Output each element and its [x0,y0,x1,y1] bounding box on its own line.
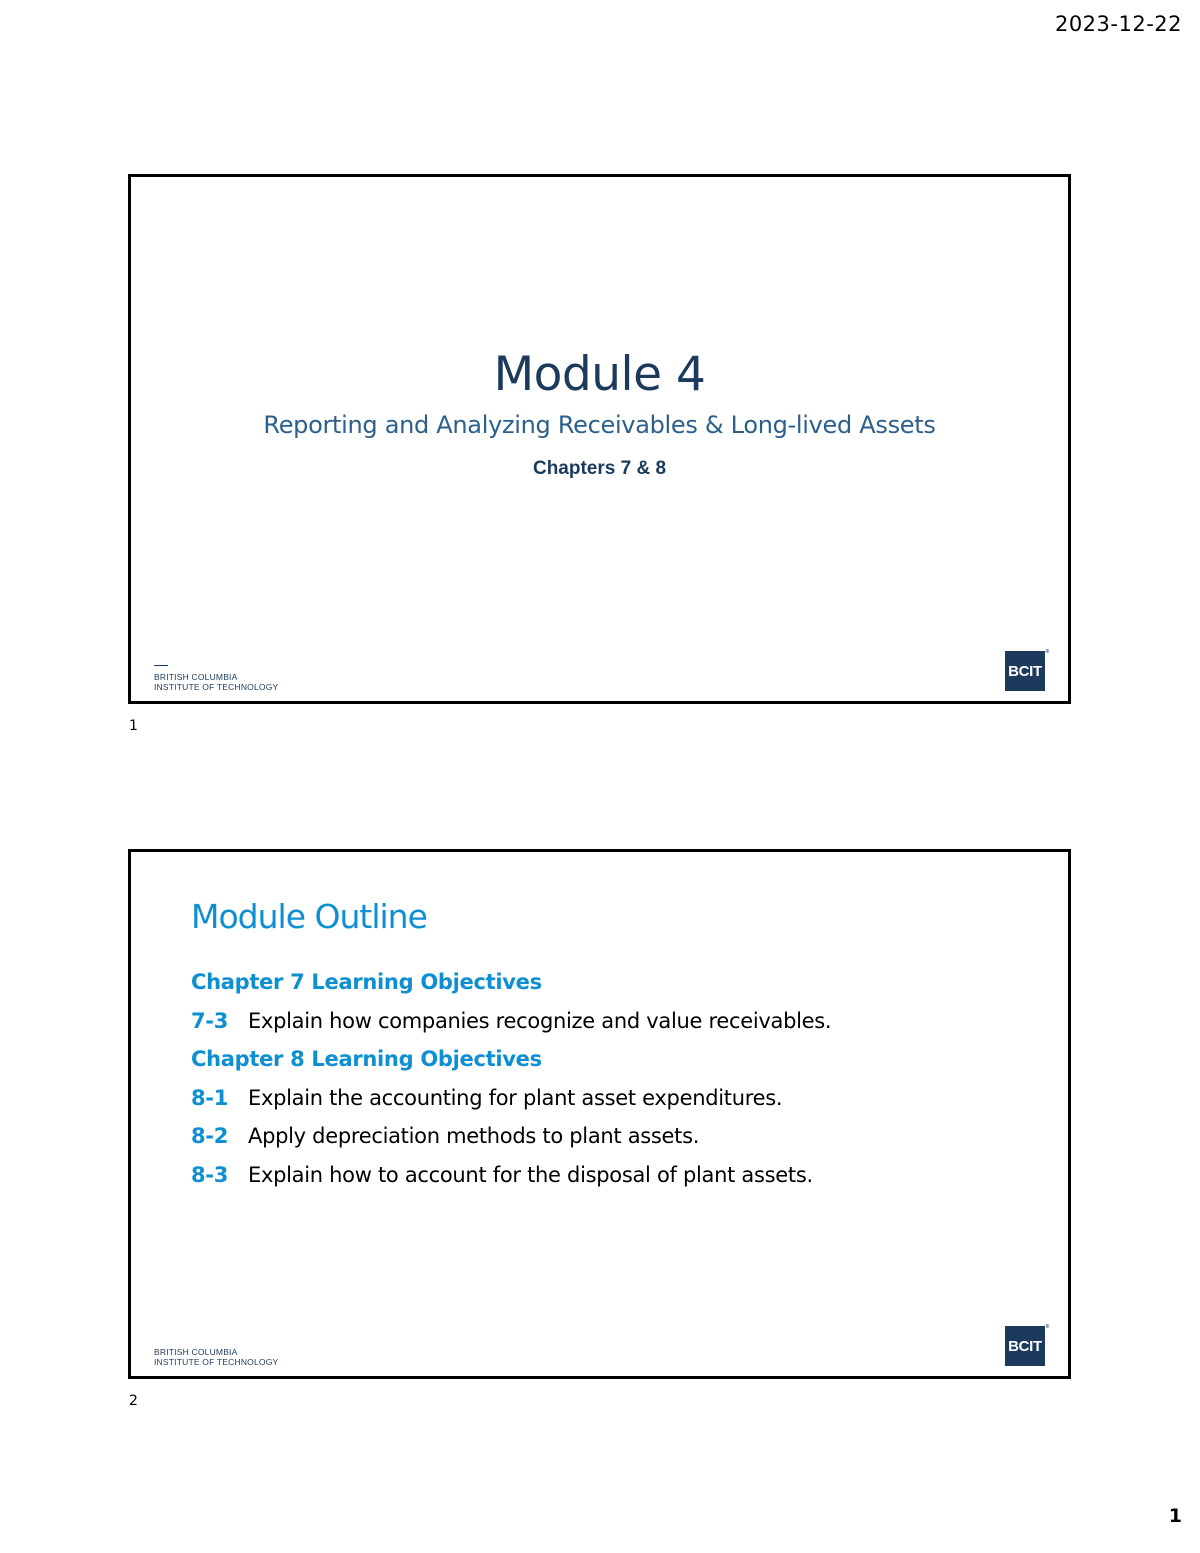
slide-1 [128,174,1071,704]
slide-title: Module 4 [493,347,706,402]
slide-chapters: Chapters 7 & 8 [532,458,667,479]
objective-text: Apply depreciation methods to plant assets. [248,1124,700,1148]
objective-text: Explain the accounting for plant asset expenditures. [248,1085,783,1110]
list-item [191,1122,1028,1161]
page-number: 1 [1168,1505,1182,1527]
objective-text: Explain how companies recognize and value receivables. [248,1008,832,1033]
slide-subtitle: Reporting and Analyzing Receivables & Long-lived Assets [263,411,936,439]
trademark-icon: ® [1045,1324,1049,1330]
list-item [191,1084,1028,1123]
wordmark-rule [154,665,168,666]
slide-number: 2 [129,1393,138,1409]
wordmark-line-2: INSTITUTE OF TECHNOLOGY [154,682,279,692]
objective-code: 7-3 [191,1008,229,1033]
slide-number: 1 [129,718,138,734]
bcit-logo-text: BCIT [1008,662,1042,680]
objective-code: 8-3 [191,1162,229,1187]
bcit-logo [1005,1324,1049,1366]
slide-2 [128,849,1071,1379]
bcit-logo [1005,649,1049,691]
wordmark-line-2: INSTITUTE OF TECHNOLOGY [154,1357,279,1367]
objective-code: 8-2 [191,1124,229,1148]
institution-wordmark [154,1347,278,1367]
bcit-logo-text: BCIT [1008,1337,1042,1355]
trademark-icon: ® [1045,649,1049,655]
page-date: 2023-12-22 [1054,12,1182,36]
section-title: Chapter 8 Learning Objectives [191,1047,542,1071]
objective-text: Explain how to account for the disposal of plant assets. [248,1162,813,1187]
list-item [191,1007,1028,1046]
list-item [191,1161,1028,1200]
slide-heading: Module Outline [191,897,427,936]
objective-code: 8-1 [191,1085,229,1110]
objectives-list [191,968,1028,1199]
wordmark-line-1: BRITISH COLUMBIA [154,1347,238,1357]
wordmark-line-1: BRITISH COLUMBIA [154,672,238,682]
section-title: Chapter 7 Learning Objectives [191,970,542,994]
institution-wordmark [154,665,278,692]
